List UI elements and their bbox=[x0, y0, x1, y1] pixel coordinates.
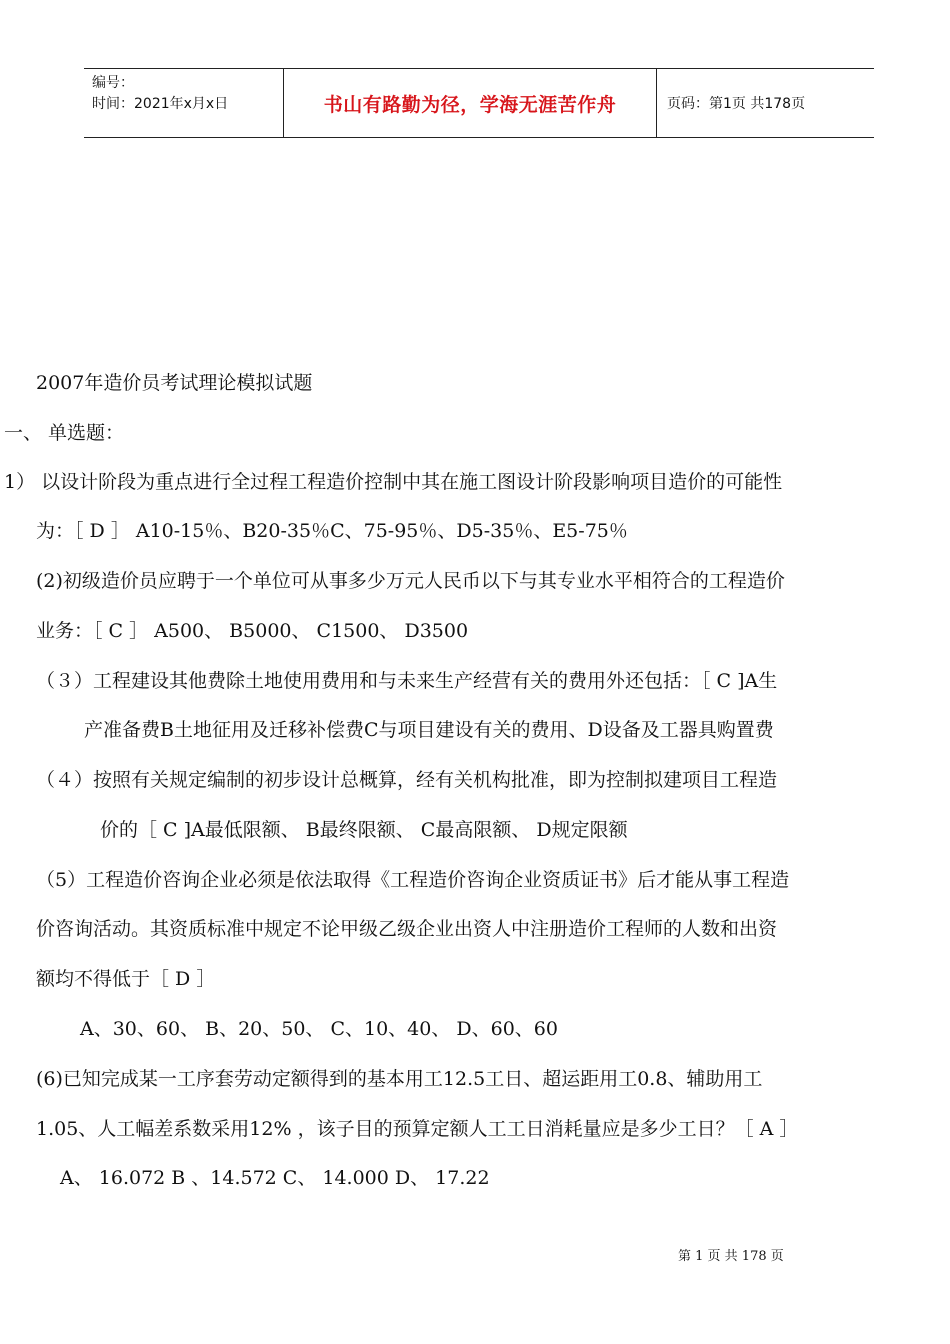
question-line: （３）工程建设其他费除土地使用费用和与未来生产经营有关的费用外还包括：［ C ]A生 bbox=[36, 670, 778, 692]
header-motto-cell bbox=[284, 69, 657, 137]
page-footer: 第 1 页 共 178 页 bbox=[678, 1249, 784, 1264]
header-motto: 书山有路勤为径，学海无涯苦作舟 bbox=[323, 93, 617, 116]
question-line: （４）按照有关规定编制的初步设计总概算，经有关机构批准，即为控制拟建项目工程造 bbox=[36, 769, 778, 791]
document-title: 2007年造价员考试理论模拟试题 bbox=[36, 372, 313, 394]
question-line: 产准备费B土地征用及迁移补偿费C与项目建设有关的费用、D设备及工器具购置费 bbox=[84, 719, 774, 741]
header-date: 时间：2021年x月x日 bbox=[92, 96, 229, 112]
header-meta-cell bbox=[84, 69, 284, 137]
question-line: 价的［ C ]A最低限额、 B最终限额、 C最高限额、 D规定限额 bbox=[100, 819, 628, 841]
question-line: （5）工程造价咨询企业必须是依法取得《工程造价咨询企业资质证书》后才能从事工程造 bbox=[36, 869, 790, 891]
header-page-info: 页码：第1页 共178页 bbox=[667, 96, 806, 112]
header-page-cell bbox=[657, 69, 874, 137]
question-line: 1） 以设计阶段为重点进行全过程工程造价控制中其在施工图设计阶段影响项目造价的可能性 bbox=[4, 471, 783, 493]
question-line: (2)初级造价员应聘于一个单位可从事多少万元人民币以下与其专业水平相符合的工程造价 bbox=[36, 570, 785, 592]
question-line: 价咨询活动。其资质标准中规定不论甲级乙级企业出资人中注册造价工程师的人数和出资 bbox=[36, 918, 778, 940]
header-number-label: 编号： bbox=[92, 75, 134, 91]
page-header bbox=[84, 68, 874, 138]
question-options: A、 16.072 B 、14.572 C、 14.000 D、 17.22 bbox=[60, 1167, 490, 1189]
question-line: (6)已知完成某一工序套劳动定额得到的基本用工12.5工日、超运距用工0.8、辅助用工 bbox=[36, 1068, 763, 1090]
question-line: 额均不得低于［ D ］ bbox=[36, 968, 216, 990]
question-line: 1.05、人工幅差系数采用12% ，该子目的预算定额人工工日消耗量应是多少工日？［ A ］ bbox=[36, 1118, 799, 1140]
question-line: 为：［ D ］ A10-15％、B20-35％C、75-95％、D5-35％、E5-75％ bbox=[36, 520, 628, 542]
question-options: A、30、60、 B、20、50、 C、10、40、 D、60、60 bbox=[80, 1018, 558, 1040]
question-line: 业务：［ C ］ A500、 B5000、 C1500、 D3500 bbox=[36, 620, 469, 642]
section-heading: 一、 单选题： bbox=[4, 422, 125, 444]
